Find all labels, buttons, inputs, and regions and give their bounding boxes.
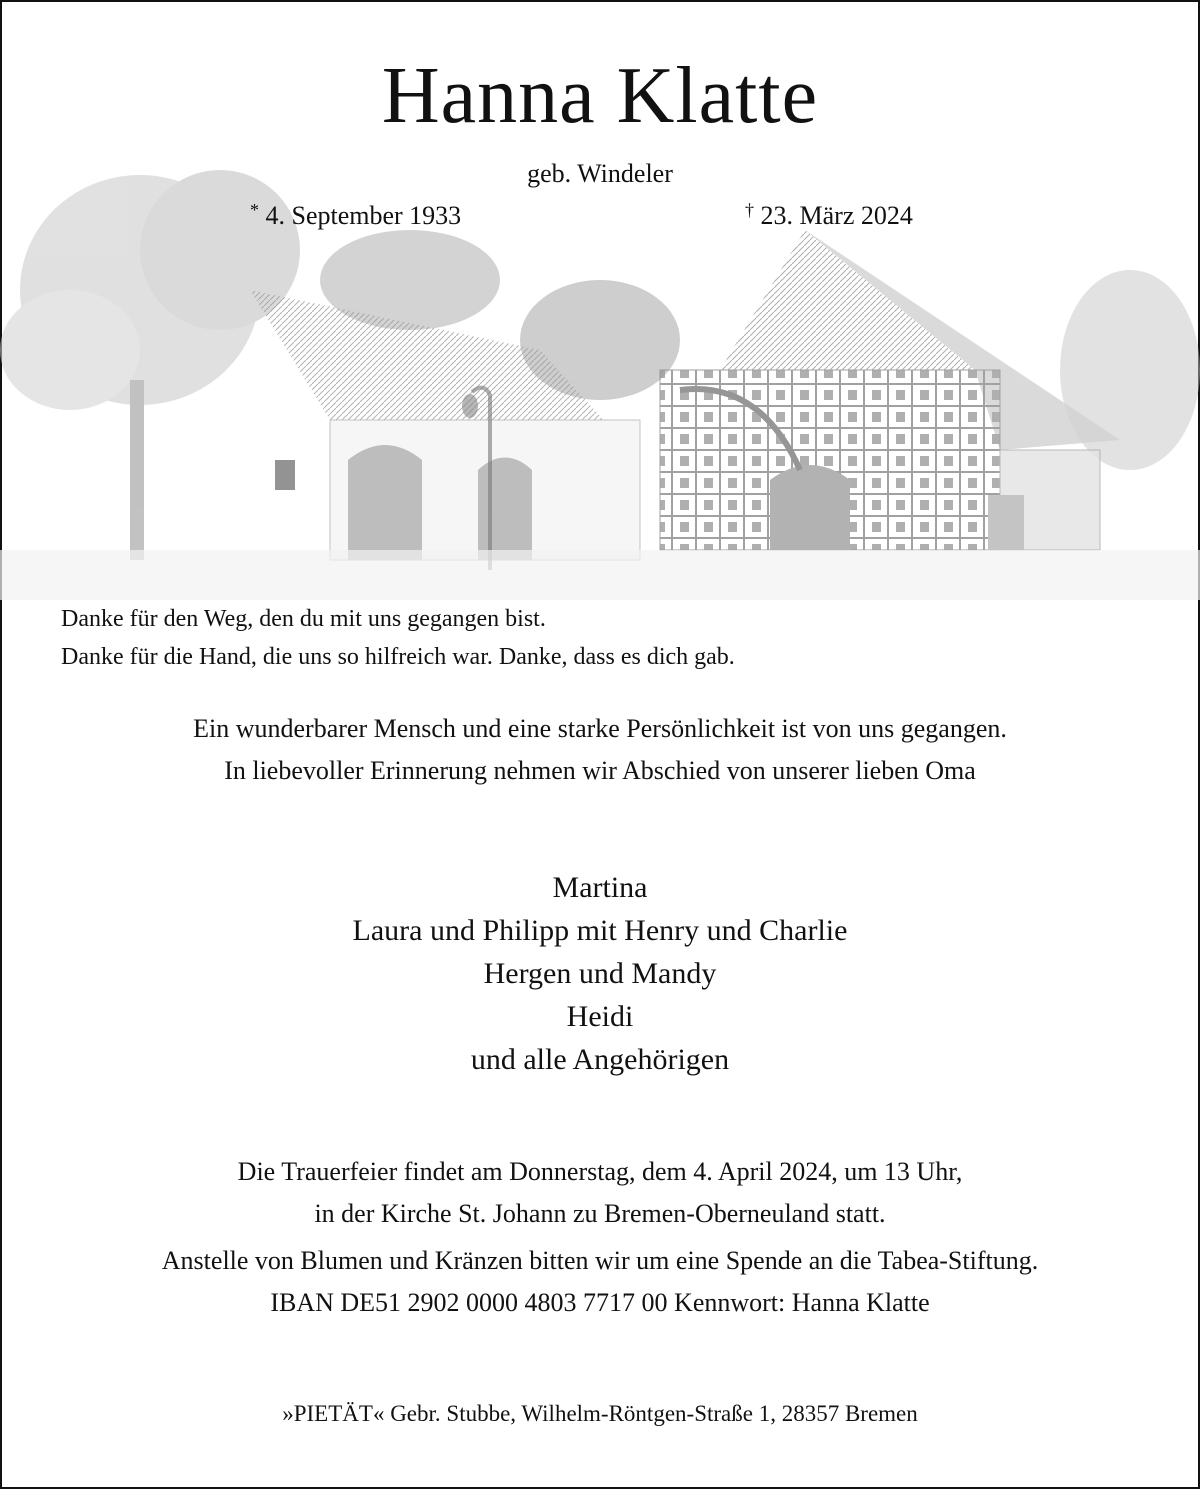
undertaker-address: »PIETÄT« Gebr. Stubbe, Wilhelm-Röntgen-Straße 1, 28357 Bremen — [282, 1401, 918, 1426]
donation-line: Anstelle von Blumen und Kränzen bitten wir um eine Spende an die Tabea-Stiftung. — [161, 1246, 1039, 1275]
birth-date-line — [250, 194, 461, 232]
quote-line: Danke für den Weg, den du mit uns gegangen bist. — [61, 606, 546, 632]
mourner: Laura und Philipp mit Henry und Charlie — [352, 914, 848, 947]
deceased-name: Hanna Klatte — [381, 52, 819, 140]
death-date-line — [745, 194, 913, 232]
farmhouse-illustration — [0, 120, 1200, 600]
intro-block — [0, 708, 1200, 792]
birth-symbol: * — [250, 200, 259, 220]
quote-line: Danke für die Hand, die uns so hilfreich war. Danke, dass es dich gab. — [61, 644, 735, 670]
mourner: Hergen und Mandy — [483, 957, 717, 990]
service-line: in der Kirche St. Johann zu Bremen-Oberneuland statt. — [314, 1199, 886, 1228]
donation-info — [0, 1240, 1200, 1324]
mourners-list — [0, 866, 1200, 1081]
birth-date: 4. September 1933 — [265, 201, 462, 230]
farmhouse-main — [660, 230, 1120, 550]
mourner: Heidi — [566, 1000, 634, 1033]
service-line: Die Trauerfeier findet am Donnerstag, dem 4. April 2024, um 13 Uhr, — [237, 1157, 963, 1186]
service-info — [0, 1151, 1200, 1235]
ground — [0, 550, 1200, 600]
intro-line: Ein wunderbarer Mensch und eine starke Persönlichkeit ist von uns gegangen. — [193, 714, 1007, 743]
death-date: 23. März 2024 — [760, 201, 913, 230]
death-cross-symbol: † — [745, 200, 754, 220]
intro-line: In liebevoller Erinnerung nehmen wir Abschied von unserer lieben Oma — [224, 756, 976, 785]
mourner: Martina — [552, 871, 648, 904]
mourner: und alle Angehörigen — [470, 1043, 730, 1076]
quote-block — [61, 600, 735, 676]
donation-iban: IBAN DE51 2902 0000 4803 7717 00 Kennwort: Hanna Klatte — [270, 1288, 930, 1317]
birth-name: geb. Windeler — [527, 159, 673, 188]
